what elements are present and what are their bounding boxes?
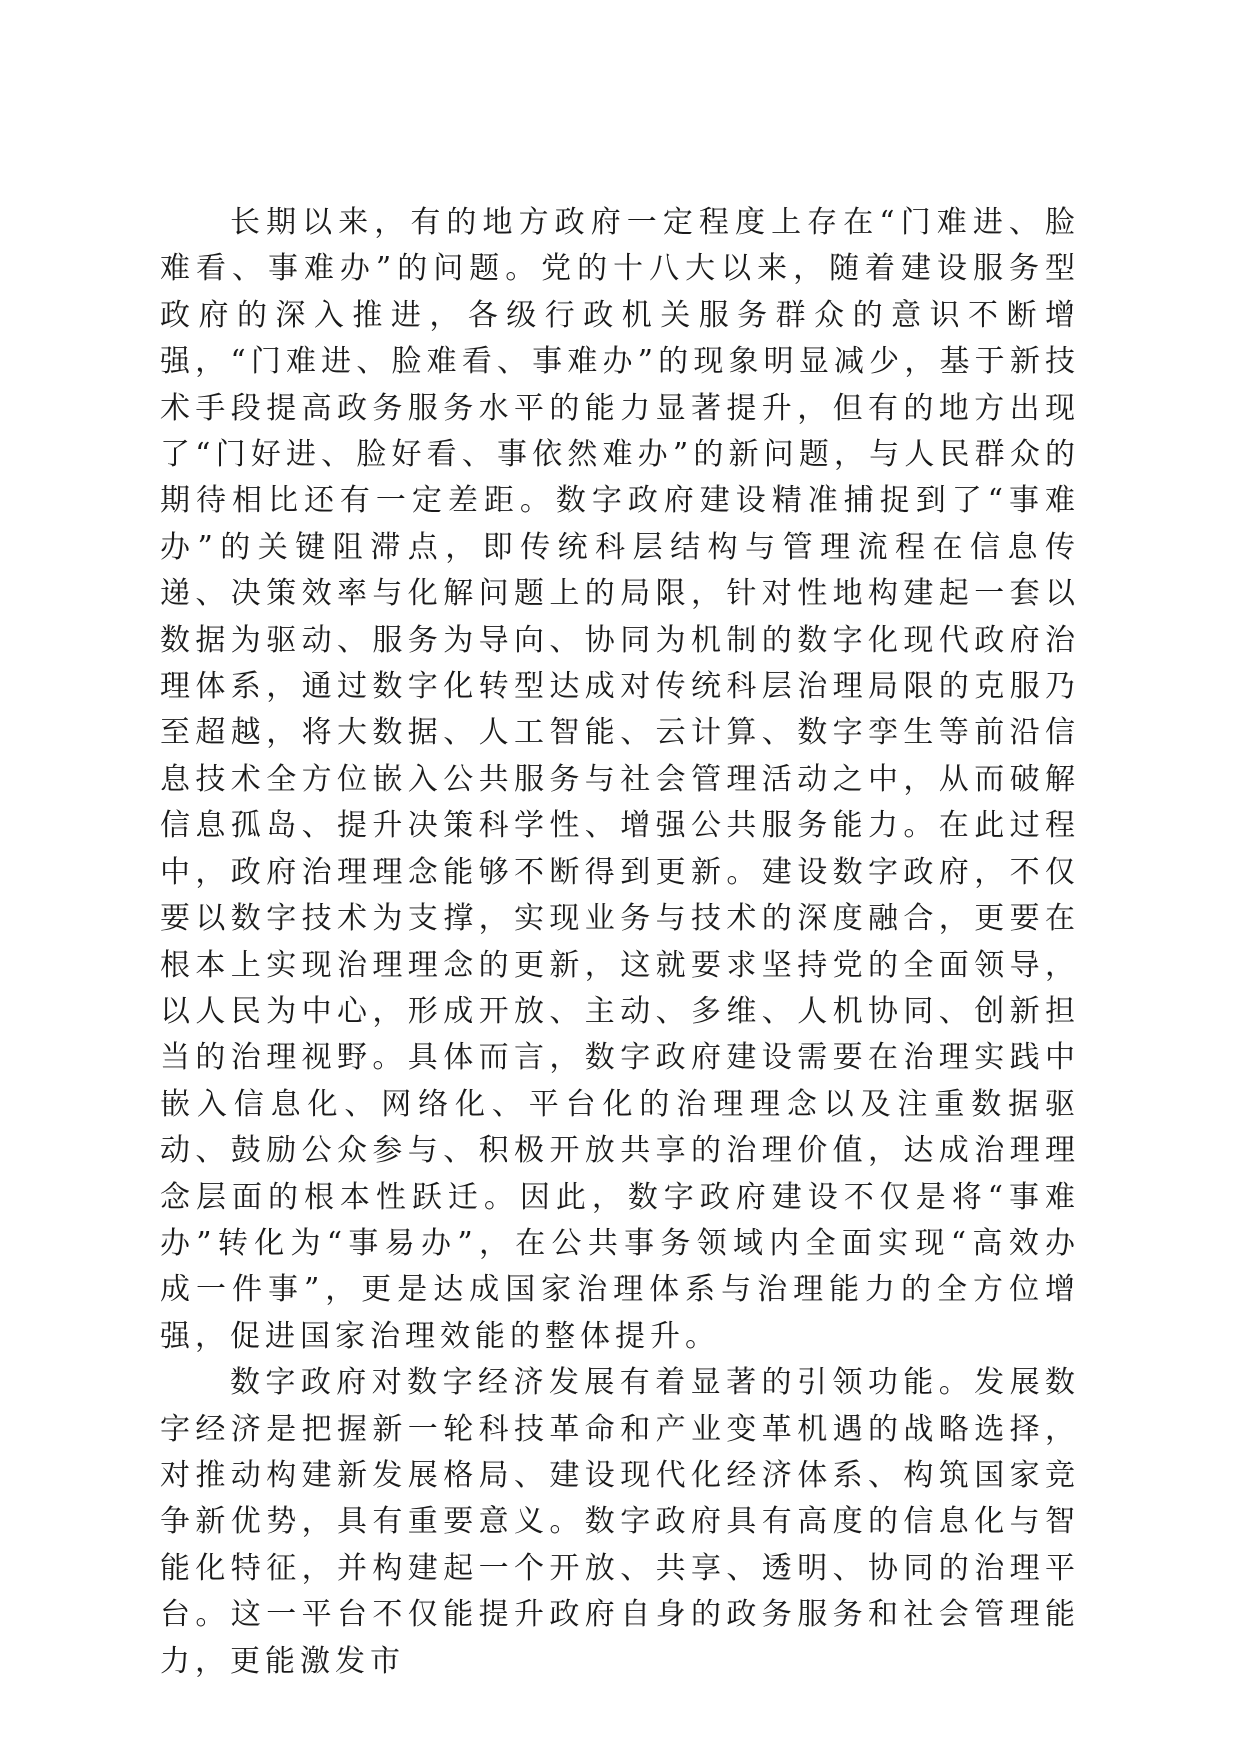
paragraph-1: 长期以来，有的地方政府一定程度上存在“门难进、脸难看、事难办”的问题。党的十八大以来，随着建设服务型政府的深入推进，各级行政机关服务群众的意识不断增强，“门难进、脸难看、事难办”的现象明显减少，基于新技术手段提高政务服务水平的能力显著提升，但有的地方出现了“门好进、脸好看、事依然难办”的新问题，与人民群众的期待相比还有一定差距。数字政府建设精准捕捉到了“事难办”的关键阻滞点，即传统科层结构与管理流程在信息传递、决策效率与化解问题上的局限，针对性地构建起一套以数据为驱动、服务为导向、协同为机制的数字化现代政府治理体系，通过数字化转型达成对传统科层治理局限的克服乃至超越，将大数据、人工智能、云计算、数字孪生等前沿信息技术全方位嵌入公共服务与社会管理活动之中，从而破解信息孤岛、提升决策科学性、增强公共服务能力。在此过程中，政府治理理念能够不断得到更新。建设数字政府，不仅要以数字技术为支撑，实现业务与技术的深度融合，更要在根本上实现治理理念的更新，这就要求坚持党的全面领导，以人民为中心，形成开放、主动、多维、人机协同、创新担当的治理视野。具体而言，数字政府建设需要在治理实践中嵌入信息化、网络化、平台化的治理理念以及注重数据驱动、鼓励公众参与、积极开放共享的治理价值，达成治理理念层面的根本性跃迁。因此，数字政府建设不仅是将“事难办”转化为“事易办”，在公共事务领域内全面实现“高效办成一件事”，更是达成国家治理体系与治理能力的全方位增强，促进国家治理效能的整体提升。 <box>160 205 1080 1354</box>
paragraph-2: 数字政府对数字经济发展有着显著的引领功能。发展数字经济是把握新一轮科技革命和产业变革机遇的战略选择，对推动构建新发展格局、建设现代化经济体系、构筑国家竞争新优势，具有重要意义。数字政府具有高度的信息化与智能化特征，并构建起一个开放、共享、透明、协同的治理平台。这一平台不仅能提升政府自身的政务服务和社会管理能力，更能激发市 <box>160 1365 1080 1679</box>
body-text <box>160 200 1080 1685</box>
